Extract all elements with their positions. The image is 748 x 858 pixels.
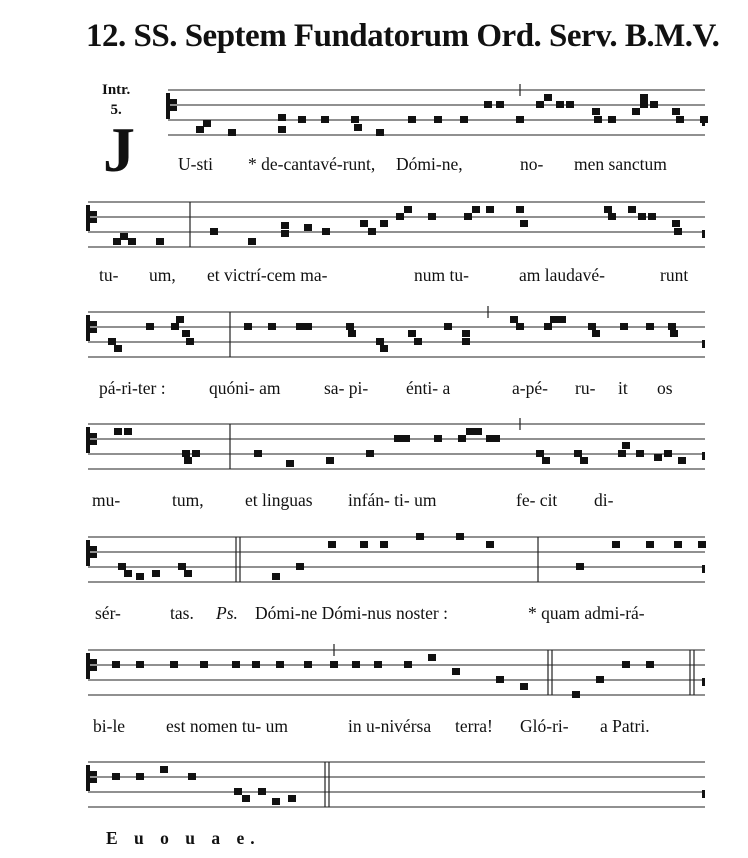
neume-note <box>296 563 304 570</box>
neume-note <box>456 533 464 540</box>
neume-note <box>128 238 136 245</box>
c-clef-icon <box>90 433 97 438</box>
music-staff-3 <box>0 300 748 380</box>
neume-note <box>152 570 160 577</box>
lyric-syllable: fe- cit <box>516 490 558 510</box>
neume-note <box>618 450 626 457</box>
neume-note <box>632 108 640 115</box>
neume-note <box>368 228 376 235</box>
lyric-syllable: et linguas <box>245 490 313 510</box>
neume-note <box>120 233 128 240</box>
neume-note <box>114 345 122 352</box>
neume-note <box>348 330 356 337</box>
neume-note <box>170 661 178 668</box>
neume-note <box>536 101 544 108</box>
lyrics-line-4 <box>0 490 748 520</box>
lyric-syllable: runt <box>660 265 689 285</box>
lyric-syllable: tas. <box>170 603 194 623</box>
music-staff-6 <box>0 638 748 718</box>
lyric-syllable: Dómi-ne Dómi-nus noster : <box>255 603 448 623</box>
mode-number: 5. <box>110 102 122 118</box>
neume-note <box>124 570 132 577</box>
neume-note <box>242 795 250 802</box>
lyric-syllable: * quam admi-rá- <box>528 603 645 623</box>
neume-note <box>464 213 472 220</box>
lyric-syllable: tu- <box>99 265 119 285</box>
lyric-syllable: E u o u a e. <box>106 828 261 848</box>
c-clef-icon <box>90 211 97 216</box>
neume-note <box>444 323 452 330</box>
neume-note <box>112 773 120 780</box>
lyric-syllable: quóni- am <box>209 378 281 398</box>
neume-note <box>648 213 656 220</box>
neume-note <box>112 661 120 668</box>
c-clef-icon <box>90 771 97 776</box>
c-clef-icon <box>170 99 177 104</box>
neume-note <box>276 661 284 668</box>
c-clef-icon <box>86 765 90 791</box>
lyric-syllable: am laudavé- <box>519 265 605 285</box>
music-staff-7 <box>0 750 748 830</box>
neume-note <box>321 116 329 123</box>
psalm-label: Ps. <box>216 603 238 623</box>
custos-icon <box>702 790 705 798</box>
c-clef-icon <box>90 778 97 783</box>
neume-note <box>380 345 388 352</box>
genre-label: Intr. <box>102 82 131 98</box>
neume-note <box>146 323 154 330</box>
lyric-syllable: a-pé- <box>512 378 548 398</box>
neume-note <box>520 683 528 690</box>
c-clef-icon <box>90 321 97 326</box>
neume-note <box>646 661 654 668</box>
neume-note <box>248 238 256 245</box>
neume-note <box>544 323 552 330</box>
neume-note <box>672 108 680 115</box>
neume-note <box>380 541 388 548</box>
neume-note <box>674 228 682 235</box>
neume-note <box>460 116 468 123</box>
neume-note <box>281 230 289 237</box>
neume-note <box>458 435 466 442</box>
neume-note <box>588 323 596 330</box>
neume-note <box>670 330 678 337</box>
neume-note <box>108 338 116 345</box>
lyric-syllable: mu- <box>92 490 121 510</box>
neume-note <box>580 457 588 464</box>
neume-note <box>636 450 644 457</box>
neume-note <box>472 206 480 213</box>
c-clef-icon <box>86 427 90 453</box>
neume-note <box>254 450 262 457</box>
lyric-syllable: énti- a <box>406 378 451 398</box>
neume-note <box>628 206 636 213</box>
neume-note <box>646 323 654 330</box>
music-staff-1 <box>0 78 748 158</box>
neume-note <box>184 570 192 577</box>
neume-note <box>674 541 682 548</box>
neume-note <box>650 101 658 108</box>
music-staff-2 <box>0 190 748 270</box>
neume-note <box>558 316 566 323</box>
neume-note <box>544 94 552 101</box>
neume-note <box>114 428 122 435</box>
neume-note <box>286 460 294 467</box>
music-staff-5 <box>0 525 748 605</box>
neume-note <box>268 323 276 330</box>
lyric-syllable: Dómi-ne, <box>396 154 463 174</box>
c-clef-icon <box>90 328 97 333</box>
neume-note <box>322 228 330 235</box>
neume-note <box>186 338 194 345</box>
neume-note <box>196 126 204 133</box>
neume-note <box>366 450 374 457</box>
neume-note <box>402 435 410 442</box>
neume-note <box>536 450 544 457</box>
neume-note <box>296 323 304 330</box>
neume-note <box>136 573 144 580</box>
lyric-syllable: um, <box>149 265 176 285</box>
neume-note <box>200 661 208 668</box>
c-clef-icon <box>170 106 177 111</box>
neume-note <box>622 442 630 449</box>
lyrics-line-1 <box>0 154 748 184</box>
lyric-syllable: est nomen tu- um <box>166 716 288 736</box>
lyric-syllable: infán- ti- um <box>348 490 437 510</box>
lyric-syllable: U-sti <box>178 154 213 174</box>
neume-note <box>496 676 504 683</box>
neume-note <box>396 213 404 220</box>
neume-note <box>354 124 362 131</box>
c-clef-icon <box>90 659 97 664</box>
neume-note <box>136 773 144 780</box>
neume-note <box>244 323 252 330</box>
neume-note <box>182 330 190 337</box>
neume-note <box>622 661 630 668</box>
neume-note <box>272 573 280 580</box>
lyric-syllable: ru- <box>575 378 596 398</box>
page-title: 12. SS. Septem Fundatorum Ord. Serv. B.M.V. <box>86 18 720 54</box>
neume-note <box>640 94 648 101</box>
neume-note <box>462 330 470 337</box>
neume-note <box>566 101 574 108</box>
c-clef-icon <box>90 553 97 558</box>
neume-note <box>330 661 338 668</box>
neume-note <box>404 206 412 213</box>
neume-note <box>474 428 482 435</box>
neume-note <box>304 224 312 231</box>
music-staff-4 <box>0 412 748 492</box>
neume-note <box>654 454 662 461</box>
lyric-syllable: sér- <box>95 603 121 623</box>
neume-note <box>428 654 436 661</box>
neume-note <box>672 220 680 227</box>
neume-note <box>374 661 382 668</box>
neume-note <box>520 220 528 227</box>
neume-note <box>380 220 388 227</box>
neume-note <box>516 206 524 213</box>
lyric-syllable: Gló-ri- <box>520 716 569 736</box>
neume-note <box>620 323 628 330</box>
neume-note <box>346 323 354 330</box>
neume-note <box>486 206 494 213</box>
neume-note <box>434 435 442 442</box>
neume-note <box>416 533 424 540</box>
neume-note <box>516 116 524 123</box>
neume-note <box>124 428 132 435</box>
neume-note <box>352 661 360 668</box>
lyric-syllable: no- <box>520 154 544 174</box>
neume-note <box>592 108 600 115</box>
lyrics-line-2 <box>0 265 748 295</box>
neume-note <box>462 338 470 345</box>
neume-note <box>176 316 184 323</box>
neume-note <box>281 222 289 229</box>
custos-icon <box>702 230 705 238</box>
neume-note <box>698 541 706 548</box>
neume-note <box>676 116 684 123</box>
neume-note <box>160 766 168 773</box>
neume-note <box>394 435 402 442</box>
neume-note <box>328 541 336 548</box>
neume-note <box>184 457 192 464</box>
neume-note <box>550 316 558 323</box>
neume-note <box>594 116 602 123</box>
neume-note <box>278 126 286 133</box>
lyric-syllable: men sanctum <box>574 154 667 174</box>
neume-note <box>288 795 296 802</box>
neume-note <box>408 116 416 123</box>
c-clef-icon <box>86 653 90 679</box>
lyrics-line-3 <box>0 378 748 408</box>
neume-note <box>171 323 179 330</box>
neume-note <box>278 114 286 121</box>
neume-note <box>664 450 672 457</box>
c-clef-icon <box>86 540 90 566</box>
neume-note <box>452 668 460 675</box>
neume-note <box>556 101 564 108</box>
c-clef-icon <box>90 440 97 445</box>
lyric-syllable: it <box>618 378 628 398</box>
neume-note <box>136 661 144 668</box>
lyric-syllable: et victrí-cem ma- <box>207 265 328 285</box>
neume-note <box>376 129 384 136</box>
lyric-syllable: sa- pi- <box>324 378 369 398</box>
custos-icon <box>702 678 705 686</box>
custos-icon <box>702 565 705 573</box>
lyric-syllable: * de-cantavé-runt, <box>248 154 376 174</box>
neume-note <box>678 457 686 464</box>
neume-note <box>574 450 582 457</box>
lyric-syllable: os <box>657 378 673 398</box>
custos-icon <box>702 452 705 460</box>
neume-note <box>608 213 616 220</box>
neume-note <box>638 213 646 220</box>
neume-note <box>203 120 211 127</box>
neume-note <box>118 563 126 570</box>
neume-note <box>596 676 604 683</box>
neume-note <box>492 435 500 442</box>
lyric-syllable: num tu- <box>414 265 469 285</box>
neume-note <box>360 541 368 548</box>
neume-note <box>484 101 492 108</box>
neume-note <box>351 116 359 123</box>
lyric-syllable: bi-le <box>93 716 126 736</box>
neume-note <box>592 330 600 337</box>
custos-icon <box>702 118 705 126</box>
neume-note <box>608 116 616 123</box>
c-clef-icon <box>90 666 97 671</box>
neume-note <box>434 116 442 123</box>
neume-note <box>298 116 306 123</box>
neume-note <box>516 323 524 330</box>
lyric-syllable: di- <box>594 490 614 510</box>
lyrics-line-5 <box>0 603 748 633</box>
neume-note <box>404 661 412 668</box>
neume-note <box>272 798 280 805</box>
neume-note <box>113 238 121 245</box>
neume-note <box>360 220 368 227</box>
lyric-syllable: a Patri. <box>600 716 650 736</box>
custos-icon <box>702 340 705 348</box>
neume-note <box>510 316 518 323</box>
neume-note <box>178 563 186 570</box>
neume-note <box>210 228 218 235</box>
neume-note <box>646 541 654 548</box>
neume-note <box>408 330 416 337</box>
neume-note <box>182 450 190 457</box>
neume-note <box>252 661 260 668</box>
c-clef-icon <box>86 315 90 341</box>
neume-note <box>428 213 436 220</box>
neume-note <box>486 541 494 548</box>
neume-note <box>304 661 312 668</box>
c-clef-icon <box>90 218 97 223</box>
neume-note <box>232 661 240 668</box>
lyrics-line-6 <box>0 716 748 746</box>
neume-note <box>604 206 612 213</box>
neume-note <box>188 773 196 780</box>
neume-note <box>414 338 422 345</box>
neume-note <box>612 541 620 548</box>
lyric-syllable: tum, <box>172 490 204 510</box>
neume-note <box>640 101 648 108</box>
c-clef-icon <box>166 93 170 119</box>
neume-note <box>234 788 242 795</box>
c-clef-icon <box>86 205 90 231</box>
neume-note <box>228 129 236 136</box>
neume-note <box>466 428 474 435</box>
neume-note <box>192 450 200 457</box>
neume-note <box>304 323 312 330</box>
neume-note <box>258 788 266 795</box>
neume-note <box>496 101 504 108</box>
neume-note <box>576 563 584 570</box>
lyric-syllable: terra! <box>455 716 493 736</box>
lyric-syllable: in u-nivérsa <box>348 716 432 736</box>
neume-note <box>668 323 676 330</box>
neume-note <box>326 457 334 464</box>
c-clef-icon <box>90 546 97 551</box>
neume-note <box>542 457 550 464</box>
lyric-syllable: pá-ri-ter : <box>99 378 166 398</box>
neume-note <box>156 238 164 245</box>
neume-note <box>376 338 384 345</box>
initial-letter: J <box>103 114 135 185</box>
neume-note <box>572 691 580 698</box>
